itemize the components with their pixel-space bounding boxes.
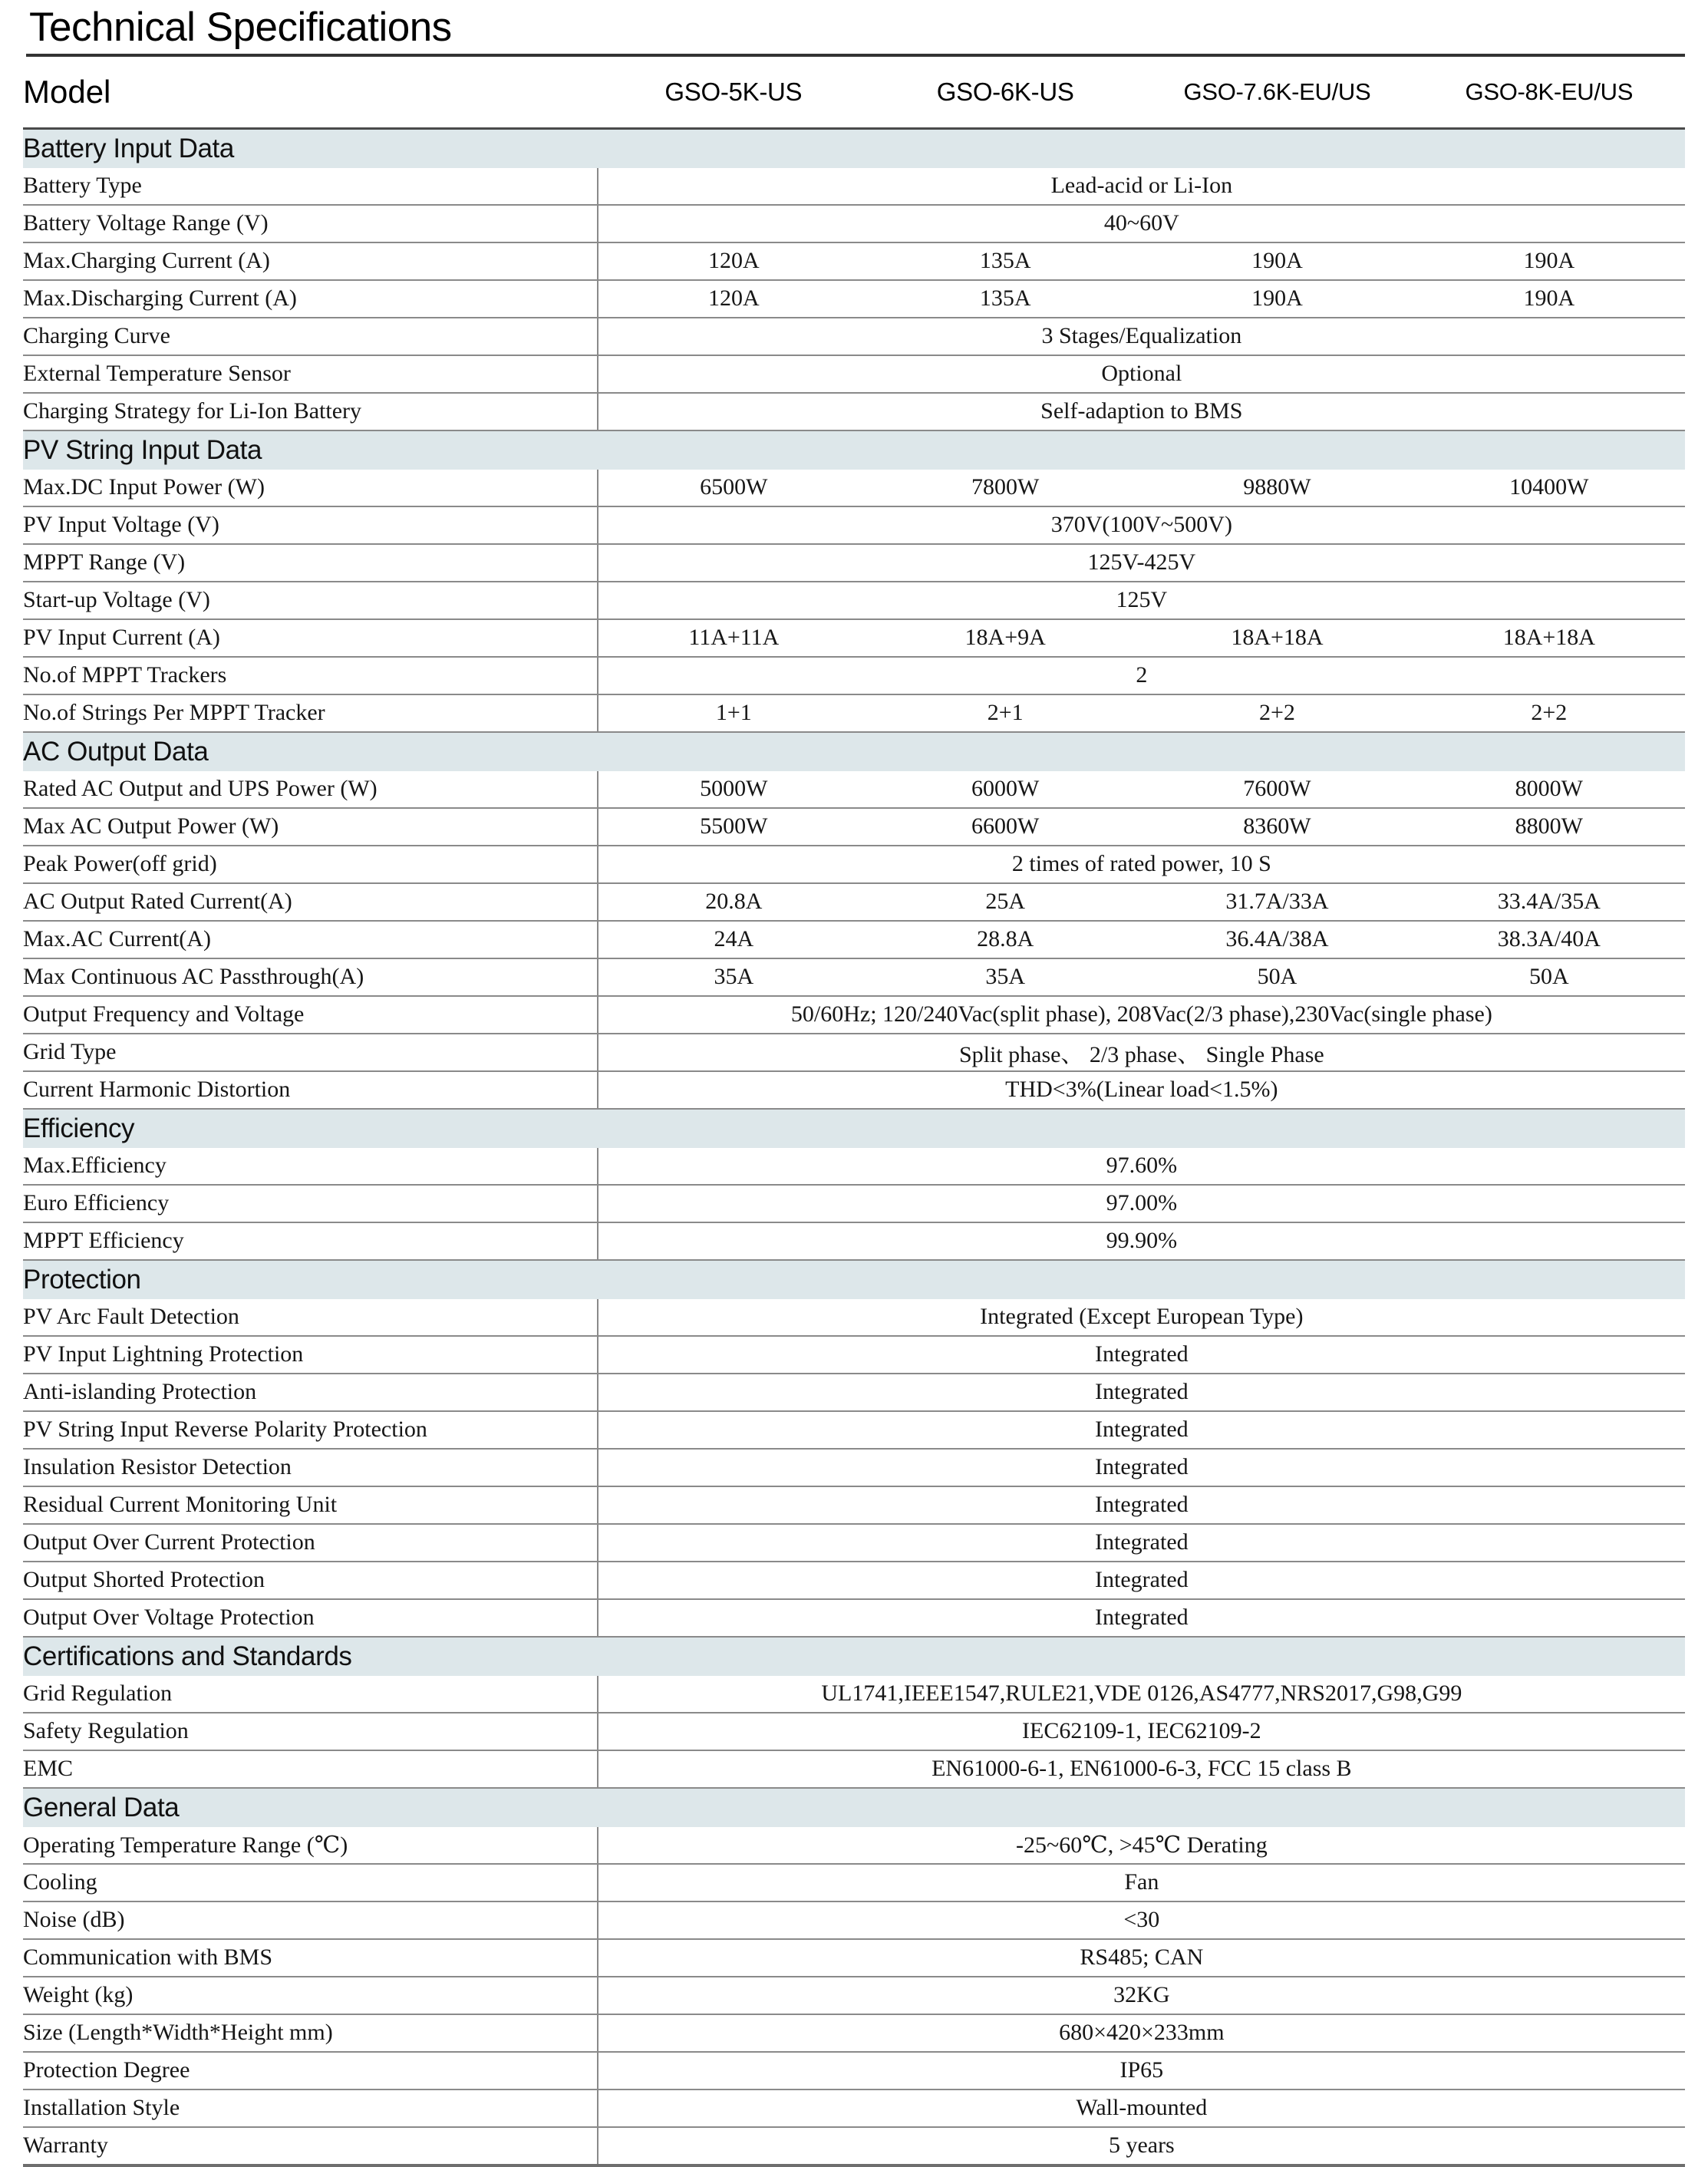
row-value-model-2: 28.8A [869, 921, 1141, 958]
section-title: Certifications and Standards [23, 1637, 1685, 1676]
row-label: Charging Strategy for Li-Ion Battery [23, 393, 598, 430]
table-row [23, 168, 1685, 205]
row-value-model-1: 5500W [598, 808, 869, 846]
row-value-all-models: 3 Stages/Equalization [598, 318, 1685, 355]
table-row [23, 1939, 1685, 1977]
row-value-all-models: Self-adaption to BMS [598, 393, 1685, 430]
row-value-model-4: 8800W [1413, 808, 1685, 846]
table-row [23, 355, 1685, 393]
row-label: Peak Power(off grid) [23, 846, 598, 883]
row-label: AC Output Rated Current(A) [23, 883, 598, 921]
row-value-model-4: 2+2 [1413, 694, 1685, 732]
table-row [23, 846, 1685, 883]
table-row [23, 1676, 1685, 1713]
table-row [23, 280, 1685, 318]
section-title: PV String Input Data [23, 430, 1685, 470]
table-row [23, 1864, 1685, 1901]
table-row [23, 2014, 1685, 2052]
technical-specifications-table [23, 57, 1685, 2167]
row-value-all-models: IEC62109-1, IEC62109-2 [598, 1713, 1685, 1750]
table-row [23, 1562, 1685, 1599]
row-label: Max.AC Current(A) [23, 921, 598, 958]
table-row [23, 1750, 1685, 1788]
row-label: Max.Efficiency [23, 1148, 598, 1185]
table-row [23, 318, 1685, 355]
table-row [23, 205, 1685, 242]
row-label: PV Input Lightning Protection [23, 1336, 598, 1374]
row-label: Output Frequency and Voltage [23, 996, 598, 1034]
row-value-model-2: 135A [869, 242, 1141, 280]
row-label: Battery Type [23, 168, 598, 205]
row-label: Max.Discharging Current (A) [23, 280, 598, 318]
row-value-all-models: 125V-425V [598, 544, 1685, 582]
row-value-model-4: 10400W [1413, 470, 1685, 506]
table-row [23, 1148, 1685, 1185]
row-label: Max.DC Input Power (W) [23, 470, 598, 506]
row-label: Charging Curve [23, 318, 598, 355]
row-value-model-1: 20.8A [598, 883, 869, 921]
row-value-all-models: 2 times of rated power, 10 S [598, 846, 1685, 883]
table-row [23, 1599, 1685, 1637]
row-value-all-models: 50/60Hz; 120/240Vac(split phase), 208Vac(2/3 phase),230Vac(single phase) [598, 996, 1685, 1034]
row-value-all-models: Integrated [598, 1486, 1685, 1524]
page-title: Technical Specifications [29, 5, 452, 50]
table-row [23, 1449, 1685, 1486]
row-label: Battery Voltage Range (V) [23, 205, 598, 242]
row-value-all-models: Integrated [598, 1599, 1685, 1637]
row-label: PV Arc Fault Detection [23, 1299, 598, 1336]
row-label: PV Input Current (A) [23, 619, 598, 657]
row-value-all-models: Integrated [598, 1562, 1685, 1599]
table-row [23, 506, 1685, 544]
row-label: EMC [23, 1750, 598, 1788]
model-column-4: GSO-8K-EU/US [1413, 57, 1685, 129]
row-value-model-1: 5000W [598, 771, 869, 808]
model-column-2: GSO-6K-US [869, 57, 1141, 129]
row-label: Residual Current Monitoring Unit [23, 1486, 598, 1524]
row-label: MPPT Efficiency [23, 1222, 598, 1260]
row-label: Insulation Resistor Detection [23, 1449, 598, 1486]
row-value-all-models: 32KG [598, 1977, 1685, 2014]
row-label: Max.Charging Current (A) [23, 242, 598, 280]
table-row [23, 1486, 1685, 1524]
section-title: AC Output Data [23, 732, 1685, 771]
table-row [23, 1336, 1685, 1374]
section-title: Battery Input Data [23, 128, 1685, 168]
row-value-all-models: Lead-acid or Li-Ion [598, 168, 1685, 205]
row-label: External Temperature Sensor [23, 355, 598, 393]
row-value-model-4: 190A [1413, 280, 1685, 318]
row-value-model-1: 11A+11A [598, 619, 869, 657]
row-label: Operating Temperature Range (℃) [23, 1827, 598, 1864]
row-label: Rated AC Output and UPS Power (W) [23, 771, 598, 808]
row-value-model-3: 190A [1141, 280, 1413, 318]
row-value-model-2: 6000W [869, 771, 1141, 808]
row-value-model-2: 7800W [869, 470, 1141, 506]
row-value-model-2: 25A [869, 883, 1141, 921]
row-value-model-2: 2+1 [869, 694, 1141, 732]
row-label: Warranty [23, 2127, 598, 2165]
table-row [23, 808, 1685, 846]
row-value-model-3: 8360W [1141, 808, 1413, 846]
model-header-label: Model [23, 57, 598, 129]
row-value-all-models: 5 years [598, 2127, 1685, 2165]
row-label: Euro Efficiency [23, 1185, 598, 1222]
row-value-model-2: 6600W [869, 808, 1141, 846]
row-value-all-models: 99.90% [598, 1222, 1685, 1260]
row-value-all-models: 40~60V [598, 205, 1685, 242]
section-header-row [23, 1637, 1685, 1676]
section-header-row [23, 430, 1685, 470]
row-label: Max Continuous AC Passthrough(A) [23, 958, 598, 996]
row-label: MPPT Range (V) [23, 544, 598, 582]
row-value-all-models: Integrated [598, 1374, 1685, 1411]
table-row [23, 1299, 1685, 1336]
row-value-model-2: 135A [869, 280, 1141, 318]
table-body [23, 57, 1685, 2165]
model-column-3: GSO-7.6K-EU/US [1141, 57, 1413, 129]
row-value-all-models: Integrated [598, 1336, 1685, 1374]
row-value-model-3: 50A [1141, 958, 1413, 996]
table-row [23, 694, 1685, 732]
row-value-all-models: 97.00% [598, 1185, 1685, 1222]
row-label: Grid Type [23, 1034, 598, 1071]
model-column-1: GSO-5K-US [598, 57, 869, 129]
row-label: No.of Strings Per MPPT Tracker [23, 694, 598, 732]
row-label: Anti-islanding Protection [23, 1374, 598, 1411]
row-value-all-models: <30 [598, 1901, 1685, 1939]
section-header-row [23, 1109, 1685, 1148]
section-title: Protection [23, 1260, 1685, 1299]
row-label: Output Over Voltage Protection [23, 1599, 598, 1637]
row-label: Size (Length*Width*Height mm) [23, 2014, 598, 2052]
table-row [23, 921, 1685, 958]
row-value-all-models: 370V(100V~500V) [598, 506, 1685, 544]
row-value-model-3: 9880W [1141, 470, 1413, 506]
row-value-all-models: 97.60% [598, 1148, 1685, 1185]
row-value-model-3: 18A+18A [1141, 619, 1413, 657]
row-value-all-models: 680×420×233mm [598, 2014, 1685, 2052]
section-header-row [23, 1788, 1685, 1827]
table-row [23, 1901, 1685, 1939]
row-label: Output Shorted Protection [23, 1562, 598, 1599]
row-label: Safety Regulation [23, 1713, 598, 1750]
row-value-model-4: 50A [1413, 958, 1685, 996]
row-value-all-models: 125V [598, 582, 1685, 619]
table-row [23, 1713, 1685, 1750]
row-value-model-3: 31.7A/33A [1141, 883, 1413, 921]
row-value-model-1: 120A [598, 280, 869, 318]
row-value-all-models: Optional [598, 355, 1685, 393]
table-row [23, 2089, 1685, 2127]
section-title: Efficiency [23, 1109, 1685, 1148]
row-label: Weight (kg) [23, 1977, 598, 2014]
table-row [23, 582, 1685, 619]
row-label: Communication with BMS [23, 1939, 598, 1977]
row-value-all-models: Split phase、 2/3 phase、 Single Phase [598, 1034, 1685, 1071]
row-value-model-3: 36.4A/38A [1141, 921, 1413, 958]
table-row [23, 1977, 1685, 2014]
table-row [23, 470, 1685, 506]
table-row [23, 883, 1685, 921]
row-value-model-1: 35A [598, 958, 869, 996]
table-row [23, 1034, 1685, 1071]
row-value-all-models: IP65 [598, 2052, 1685, 2089]
row-value-all-models: Wall-mounted [598, 2089, 1685, 2127]
table-row [23, 1185, 1685, 1222]
table-row [23, 958, 1685, 996]
row-value-model-4: 33.4A/35A [1413, 883, 1685, 921]
section-header-row [23, 732, 1685, 771]
row-label: Cooling [23, 1864, 598, 1901]
row-label: Grid Regulation [23, 1676, 598, 1713]
row-value-model-3: 2+2 [1141, 694, 1413, 732]
row-value-model-2: 35A [869, 958, 1141, 996]
row-value-model-3: 190A [1141, 242, 1413, 280]
row-value-all-models: EN61000-6-1, EN61000-6-3, FCC 15 class B [598, 1750, 1685, 1788]
row-label: PV Input Voltage (V) [23, 506, 598, 544]
model-header-row [23, 57, 1685, 129]
table-row [23, 1071, 1685, 1109]
row-value-all-models: Integrated [598, 1411, 1685, 1449]
table-row [23, 1524, 1685, 1562]
row-value-model-1: 6500W [598, 470, 869, 506]
row-value-model-4: 190A [1413, 242, 1685, 280]
table-row [23, 242, 1685, 280]
row-value-all-models: THD<3%(Linear load<1.5%) [598, 1071, 1685, 1109]
row-value-model-4: 38.3A/40A [1413, 921, 1685, 958]
row-value-all-models: Fan [598, 1864, 1685, 1901]
row-value-all-models: UL1741,IEEE1547,RULE21,VDE 0126,AS4777,NRS2017,G98,G99 [598, 1676, 1685, 1713]
table-row [23, 544, 1685, 582]
row-value-all-models: 2 [598, 657, 1685, 694]
row-value-model-1: 1+1 [598, 694, 869, 732]
row-label: Start-up Voltage (V) [23, 582, 598, 619]
row-label: PV String Input Reverse Polarity Protection [23, 1411, 598, 1449]
row-value-model-1: 24A [598, 921, 869, 958]
row-label: Protection Degree [23, 2052, 598, 2089]
table-row [23, 1827, 1685, 1864]
section-title: General Data [23, 1788, 1685, 1827]
row-value-all-models: -25~60℃, >45℃ Derating [598, 1827, 1685, 1864]
table-row [23, 393, 1685, 430]
table-row [23, 1411, 1685, 1449]
row-value-model-2: 18A+9A [869, 619, 1141, 657]
table-row [23, 2127, 1685, 2165]
row-value-all-models: Integrated (Except European Type) [598, 1299, 1685, 1336]
row-label: Noise (dB) [23, 1901, 598, 1939]
table-row [23, 619, 1685, 657]
row-label: Max AC Output Power (W) [23, 808, 598, 846]
table-row [23, 771, 1685, 808]
row-label: Current Harmonic Distortion [23, 1071, 598, 1109]
table-row [23, 657, 1685, 694]
table-row [23, 2052, 1685, 2089]
row-value-model-4: 8000W [1413, 771, 1685, 808]
row-value-model-4: 18A+18A [1413, 619, 1685, 657]
table-row [23, 1222, 1685, 1260]
row-value-all-models: Integrated [598, 1524, 1685, 1562]
table-row [23, 996, 1685, 1034]
row-label: Installation Style [23, 2089, 598, 2127]
row-value-model-3: 7600W [1141, 771, 1413, 808]
section-header-row [23, 128, 1685, 168]
row-label: No.of MPPT Trackers [23, 657, 598, 694]
section-header-row [23, 1260, 1685, 1299]
table-row [23, 1374, 1685, 1411]
row-value-all-models: RS485; CAN [598, 1939, 1685, 1977]
row-label: Output Over Current Protection [23, 1524, 598, 1562]
row-value-model-1: 120A [598, 242, 869, 280]
row-value-all-models: Integrated [598, 1449, 1685, 1486]
